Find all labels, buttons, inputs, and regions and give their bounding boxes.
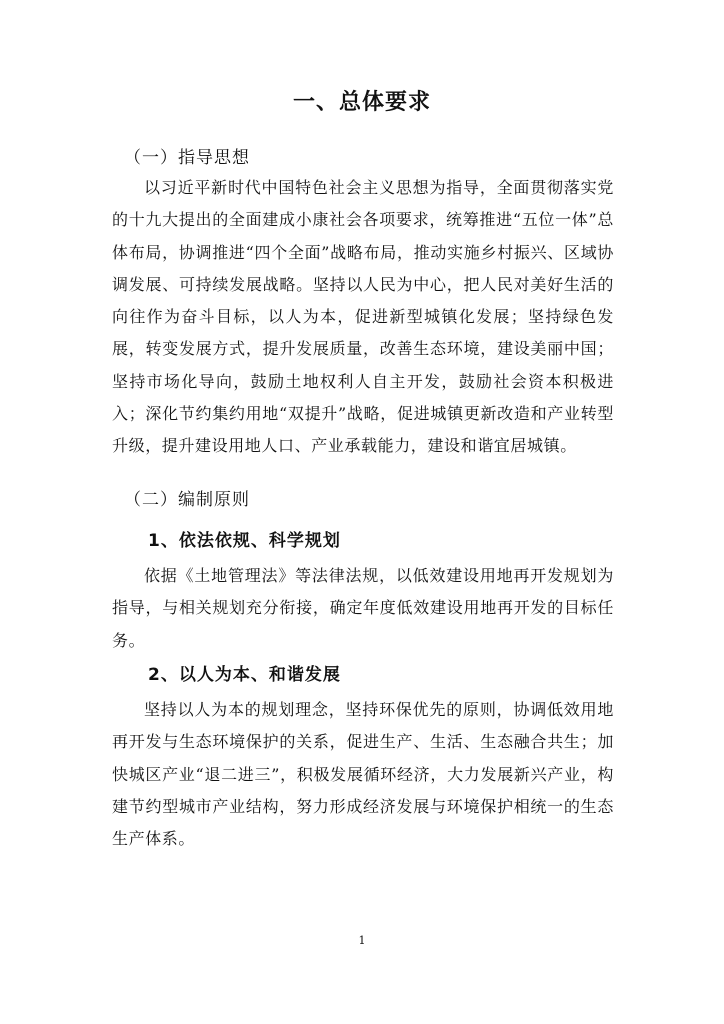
principle-heading-people-oriented: 2、以人为本、和谐发展 — [148, 665, 341, 685]
principle-paragraph-people-oriented: 坚持以人为本的规划理念，坚持环保优先的原则，协调低效用地再开发与生态环境保护的关系，促进生产、生活、生态融合共生；加快城区产业“退二进三”，积极发展循环经济，大力发展新兴产业，构建节约型城市产业结构，努力形成经济发展与环境保护相统一的生态生产体系。 — [112, 700, 614, 849]
page-title: 一、总体要求 — [292, 90, 431, 115]
guiding-ideology-paragraph: 以习近平新时代中国特色社会主义思想为指导，全面贯彻落实党的十九大提出的全面建成小康社会各项要求，统筹推进“五位一体”总体布局，协调推进“四个全面”战略布局，推动实施乡村振兴、区域协调发展、可持续发展战略。坚持以人民为中心，把人民对美好生活的向往作为奋斗目标，以人为本，促进新型城镇化发展；坚持绿色发展，转变发展方式，提升发展质量，改善生态环境，建设美丽中国；坚持市场化导向，鼓励土地权利人自主开发，鼓励社会资本积极进入；深化节约集约用地“双提升”战略，促进城镇更新改造和产业转型升级，提升建设用地人口、产业承载能力，建设和谐宜居城镇。 — [112, 178, 614, 456]
section-heading-compilation-principles: （二）编制原则 — [124, 490, 250, 510]
principle-heading-legal-planning: 1、依法依规、科学规划 — [148, 531, 341, 551]
principle-paragraph-legal-planning: 依据《土地管理法》等法律法规，以低效建设用地再开发规划为指导，与相关规划充分衔接，确定年度低效建设用地再开发的目标任务。 — [112, 566, 614, 650]
section-heading-guiding-ideology: （一）指导思想 — [124, 148, 250, 168]
page-number: 1 — [358, 934, 366, 947]
